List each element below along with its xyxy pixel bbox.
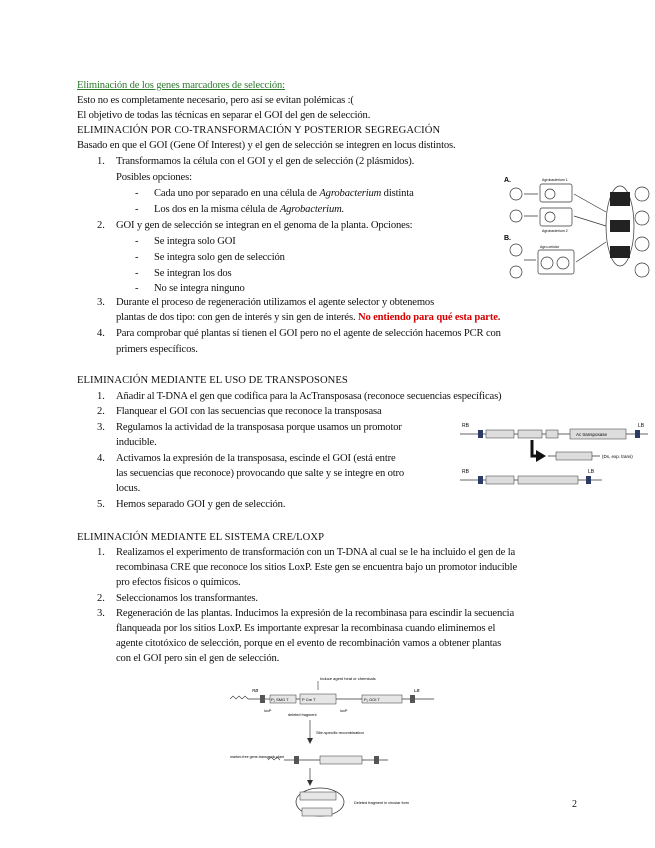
bullet-dash: - [135,188,139,199]
sec2-item1: Añadir al T-DNA el gen que codifica para la AcTransposasa (reconoce secuencias específicas) [116,391,502,402]
note-red: No entiendo para qué esta parte. [357,312,501,323]
sec1-item1: Transformamos la célula con el GOI y el gen de selección (2 plásmidos). [116,156,415,167]
fig2-ac-gene: Ac transposase [576,432,608,437]
list-number: 1. [97,547,105,558]
sec2-item4-line1: Activamos la expresión de la transposasa, escinde el GOI (está entre [116,453,396,464]
fig3-cre: P Cre T [302,697,316,702]
sec3-item3-line2: flanqueada por los sitios LoxP. Es importante expresar la recombinasa cuando eliminemos el [116,623,496,634]
fig3-deleted: deleted fragment [288,713,317,717]
fig2-excised: (Ds, exp. trans) [602,454,633,459]
fig3-site-specific: Site-specific recombination [316,730,364,735]
cre-loxp-figure [228,672,438,824]
bullet-dash: - [135,268,139,279]
bullet-dash: - [135,252,139,263]
sec2-item3-line2: inducible. [116,437,157,448]
list-number: 1. [97,391,105,402]
list-number: 3. [97,422,105,433]
list-number: 1. [97,156,105,167]
bullet-dash: - [135,204,139,215]
fig-agro-2: Agrobacterium 2 [542,229,568,233]
sec1-item1-sub: Posibles opciones: [116,172,192,183]
sec1-item3-line2: plantas de dos tipo: con gen de interés y sin gen de interés. No entiendo para qué esta parte. [116,312,501,323]
sec3-item2: Seleccionamos los transformantes. [116,593,258,604]
sec1-item4-line1: Para comprobar qué plantas sí tienen el GOI pero no el agente de selección hacemos PCR con [116,328,501,339]
sec3-item1-line3: pro efectos físicos o químicos. [116,577,241,588]
page-number: 2 [572,799,577,810]
sec2-item5: Hemos separado GOI y gen de selección. [116,499,286,510]
fig-label-a: A. [504,177,511,184]
sec1-item3-line1: Durante el proceso de regeneración utilizamos el agente selector y obtenemos [116,297,435,308]
fig-agro-1: Agrobacterium 1 [542,178,568,182]
list-number: 2. [97,593,105,604]
list-number: 5. [97,499,105,510]
transposon-figure [452,418,650,492]
sec1-intro: Basado en que el GOI (Gene Of Interest) y el gen de selección se integren en locus distintos. [77,140,456,151]
fig2-rb-top: RB [462,423,469,429]
bullet-dash: - [135,283,139,294]
fig-label-b: B. [504,235,511,242]
sec1-item2-opt: Se integran los dos [154,268,232,279]
fig2-lb-bottom: LB [588,469,595,475]
fig3-goi: P₁ GOI T [364,697,380,702]
list-number: 3. [97,608,105,619]
sec2-item3-line1: Regulamos la actividad de la transposasa porque usamos un promotor [116,422,402,433]
fig3-loxp-2: loxP [340,709,348,713]
cotransformation-figure [502,172,650,290]
sec1-item2-opt: Se integra solo GOI [154,236,236,247]
sec3-item3-line3: agente citotóxico de selección, porque en el evento de recombinación vamos a obtener plantas [116,638,502,649]
sec3-item3-line4: con el GOI pero sin el gen de selección. [116,653,280,664]
fig2-rb-bottom: RB [462,469,469,475]
sec1-item2-opt: No se integra ninguno [154,283,245,294]
sec2-item2: Flanquear el GOI con las secuencias que reconoce la transposasa [116,406,382,417]
fig3-induce: Induce agent heat or chemicals [320,676,376,681]
heading-cre-loxp: ELIMINACIÓN MEDIANTE EL SISTEMA CRE/LOXP [77,532,325,543]
fig3-lb: LB [414,688,420,693]
sec2-item4-line3: locus. [116,483,141,494]
intro-line-1: Esto no es completamente necesario, pero así se evitan polémicas :( [77,95,354,106]
list-number: 2. [97,406,105,417]
sec1-option2: Los dos en la misma célula de Agrobacterium. [154,204,345,215]
sec1-item4-line2: primers específicos. [116,344,198,355]
fig-agro-cell: Agro-celular [540,245,559,249]
sec3-item1-line2: recombinasa CRE que reconoce los sitios LoxP. Este gen se encuentra bajo un promotor inducible [116,562,518,573]
sec3-item1-line1: Realizamos el experimento de transformación con un T-DNA al cual se le ha incluido el gen de la [116,547,516,558]
sec3-item3-line1: Regeneración de las plantas. Inducimos la expresión de la recombinasa para escindir la secuencia [116,608,514,619]
list-number: 4. [97,328,105,339]
fig3-loxp-1: loxP [264,709,272,713]
fig3-smg: P₁ SMG T [271,697,289,702]
section-title: Eliminación de los genes marcadores de selección: [77,80,285,91]
bullet-dash: - [135,236,139,247]
fig2-lb-top: LB [638,423,645,429]
sec2-item4-line2: las secuencias que reconoce) provocando que salte y se integre en otro [116,468,405,479]
intro-line-2: El objetivo de todas las técnicas en separar el GOI del gen de selección. [77,110,371,121]
sec1-item2-opt: Se integra solo gen de selección [154,252,285,263]
heading-transposons: ELIMINACIÓN MEDIANTE EL USO DE TRANSPOSONES [77,375,348,386]
list-number: 3. [97,297,105,308]
fig3-marker-free: marker-free gene-transgenic plant [230,755,285,759]
fig3-rb: RB [252,688,259,693]
heading-cotransformation: ELIMINACIÓN POR CO-TRANSFORMACIÓN Y POSTERIOR SEGREGACIÓN [77,125,441,136]
fig3-deleted-circle: Deleted fragment in circular form [354,801,410,805]
sec1-option1: Cada uno por separado en una célula de Agrobacterium distinta [154,188,414,199]
list-number: 2. [97,220,105,231]
sec1-item2: GOI y gen de selección se integran en el genoma de la planta. Opciones: [116,220,413,231]
list-number: 4. [97,453,105,464]
